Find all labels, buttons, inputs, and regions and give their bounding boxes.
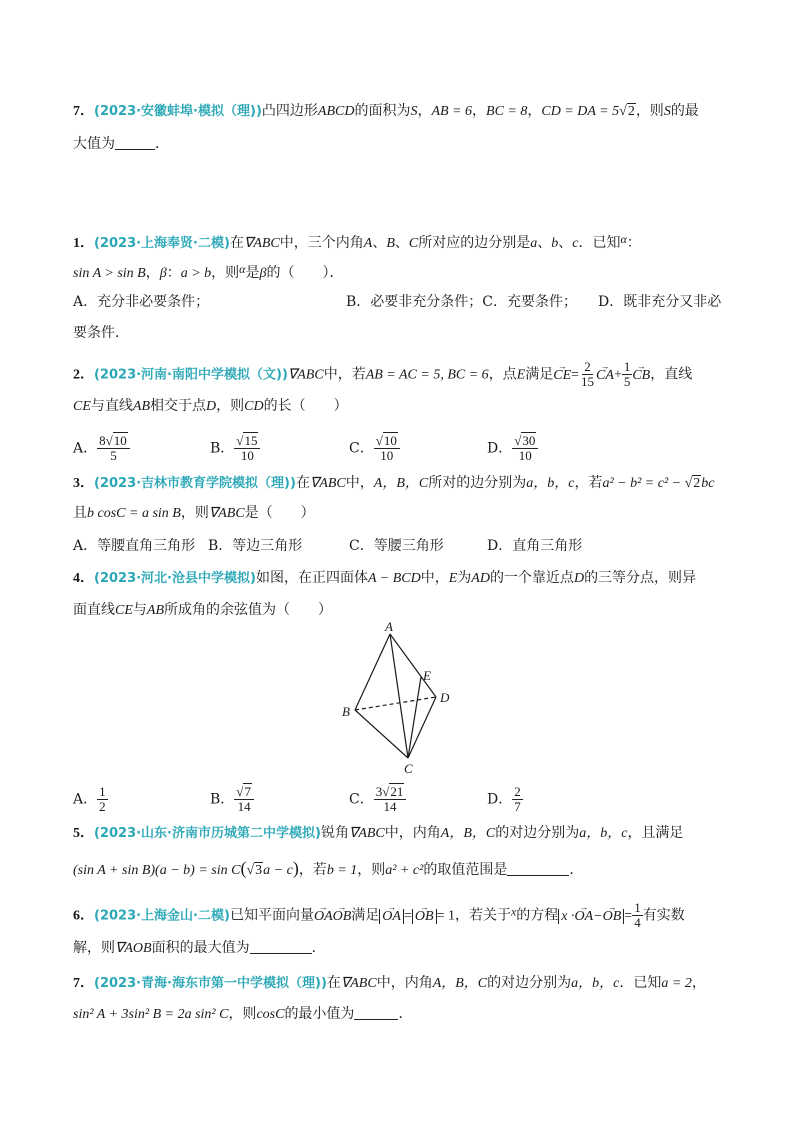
q4-line2: 面直线CE与AB所成角的余弦值为（ ） (73, 602, 332, 618)
vertex-label-e: E (423, 668, 431, 683)
q3-option-d[interactable]: D．直角三角形 (487, 538, 583, 554)
edge-ab (355, 634, 390, 710)
q3-option-a[interactable]: A．等腰直角三角形 (73, 538, 196, 554)
q4-option-a[interactable]: A． $\frac{1}{2}$ (73, 784, 106, 814)
vertex-label-b: B (342, 704, 350, 719)
question-number: 7． (73, 976, 94, 991)
question-number: 4． (73, 571, 94, 586)
tetrahedron-figure (335, 622, 465, 777)
q5-line1: 5．(2023·山东·济南市历城第二中学模拟)锐角∇ABC中，内角A，B，C的对边分别为a，b，c，且满足 (73, 825, 684, 841)
question-number: 3． (73, 476, 94, 491)
q2-option-a[interactable]: A． $\frac{8√10}{5}$ (73, 434, 130, 463)
q3-option-b[interactable]: B．等边三角形 (208, 538, 303, 554)
q2-option-c[interactable]: C． $\frac{√10}{10}$ (349, 434, 400, 463)
q5-line2: (sin A + sin B)(a − b) = sin C(√3a − c)，若b = 1，则a² + c²的取值范围是 ． (73, 858, 584, 878)
edge-bc (355, 710, 408, 758)
q3-option-c[interactable]: C．等腰三角形 (349, 538, 444, 554)
q4-option-d[interactable]: D． $\frac{2}{7}$ (487, 784, 521, 814)
edge-ad (390, 634, 436, 697)
answer-blank[interactable] (507, 861, 569, 876)
question-source: (2023·河南·南阳中学模拟（文)) (94, 367, 288, 383)
q7b-line2: sin² A + 3sin² B = 2a sin² C，则cosC的最小值为 ． (73, 1006, 413, 1022)
q1-line1: 1．(2023·上海奉贤·二模)在∇ABC中，三个内角A、B、C所对应的边分别是a、b、c．已知α： (73, 232, 641, 251)
q6-line1: 6．(2023·上海金山·二模)已知平面向量→ OA→ OB满足→ OA =→ OB = 1，若关于x的方程 x ·→ OA−→ OB = $\frac{1}{4}$ 有实数 (73, 901, 685, 930)
q2-option-d[interactable]: D． $\frac{√30}{10}$ (487, 434, 538, 463)
q4-line1: 4．(2023·河北·沧县中学模拟)如图，在正四面体A − BCD中，E为AD的一个靠近点D的三等分点，则异 (73, 570, 697, 586)
question-number: 6． (73, 908, 94, 924)
q2-line1: 2．(2023·河南·南阳中学模拟（文))∇ABC中，若AB = AC = 5, BC = 6，点E满足→ CE= $\frac{2}{15}$ → CA+ $\frac{1}{5}$ → CB，直线 (73, 360, 692, 389)
question-number: 1． (73, 236, 94, 251)
question-source: (2023·吉林市教育学院模拟（理)) (94, 476, 296, 491)
question-number: 2． (73, 367, 94, 383)
question-source: (2023·上海奉贤·二模) (94, 236, 230, 251)
question-number: 7． (73, 104, 94, 119)
q4-option-b[interactable]: B． $\frac{√7}{14}$ (210, 785, 254, 814)
q7a-line2: 大值为 ． (73, 136, 169, 152)
q1-option-d-cont: 要条件． (73, 325, 129, 341)
q1-option-b[interactable]: B．必要非充分条件；C．充要条件； (346, 294, 577, 310)
question-source: (2023·安徽蚌埠·模拟（理)) (94, 104, 262, 119)
q2-option-b[interactable]: B． $\frac{√15}{10}$ (210, 434, 260, 463)
edge-ec (408, 677, 421, 758)
edge-dc (408, 697, 436, 758)
vertex-label-c: C (404, 761, 413, 776)
question-number: 5． (73, 826, 94, 841)
question-source: (2023·青海·海东市第一中学模拟（理)) (94, 976, 327, 991)
edge-ac (390, 634, 408, 758)
q4-option-c[interactable]: C． $\frac{3√21}{14}$ (349, 785, 406, 814)
q3-line2: 且b cosC = a sin B，则∇ABC是（ ） (73, 505, 315, 521)
q1-option-d[interactable]: D．既非充分又非必 (598, 294, 722, 310)
question-source: (2023·河北·沧县中学模拟) (94, 571, 256, 586)
vertex-label-a: A (385, 622, 393, 634)
q7b-line1: 7．(2023·青海·海东市第一中学模拟（理))在∇ABC中，内角A，B，C的对边分别为a，b，c．已知a = 2， (73, 975, 706, 991)
edge-bd (355, 697, 436, 710)
q3-line1: 3．(2023·吉林市教育学院模拟（理))在∇ABC中，A，B，C所对的边分别为a，b，c，若a² − b² = c² − √2bc (73, 475, 715, 491)
q6-line2: 解，则∇AOB面积的最大值为 ． (73, 940, 326, 956)
question-source: (2023·上海金山·二模) (94, 908, 230, 924)
answer-blank[interactable] (250, 939, 312, 954)
q1-option-a[interactable]: A．充分非必要条件； (73, 294, 210, 310)
answer-blank[interactable] (354, 1005, 398, 1020)
q7a-line1: 7．(2023·安徽蚌埠·模拟（理))凸四边形ABCD的面积为S，AB = 6，BC = 8，CD = DA = 5√2，则S的最 (73, 103, 699, 119)
q2-line2: CE与直线AB相交于点D，则CD的长（ ） (73, 398, 348, 414)
q1-line2: sin A > sin B，β：a > b，则α是β的（ ）． (73, 262, 344, 281)
answer-blank[interactable] (115, 135, 155, 150)
vertex-label-d: D (440, 690, 450, 705)
question-source: (2023·山东·济南市历城第二中学模拟) (94, 826, 321, 841)
